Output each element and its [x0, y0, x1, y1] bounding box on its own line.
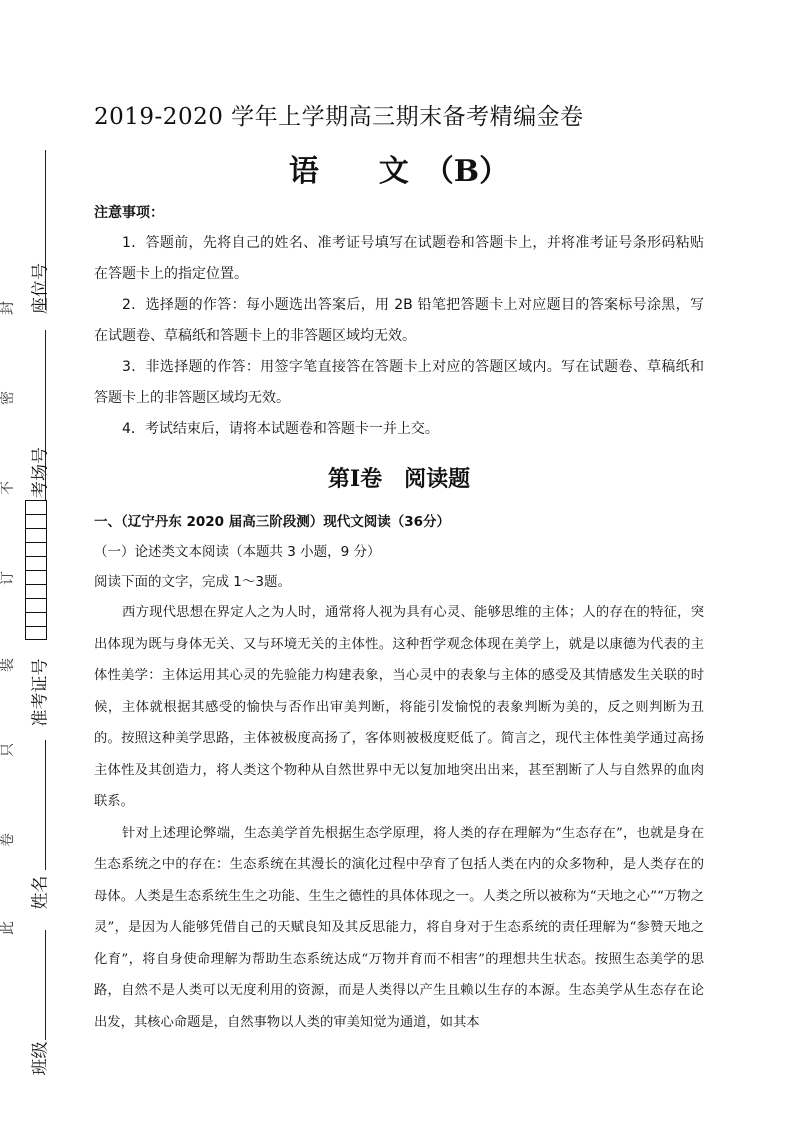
- notice-title: 注意事项：: [94, 205, 164, 221]
- passage-paragraph: 针对上述理论弊端，生态美学首先根据生态学原理，将人类的存在理解为“生态存在”，也就是身在生态系统之中的存在：生态系统在其漫长的演化过程中孕育了包括人类在内的众多物种，是人类存在的母体。人类是生态系统生生之功能、生生之德性的具体体现之一。人类之所以被称为“天地之心”“万物之灵”，是因为人能够凭借自己的天赋良知及其反思能力，将自身对于生态系统的责任理解为“参赞天地之化育”，将自身使命理解为帮助生态系统达成“万物并育而不相害”的理想共生状态。按照生态美学的思路，自然不是人类可以无度利用的资源，而是人类得以产生且赖以生存的本源。生态美学从生态存在论出发，其核心命题是，自然事物以人类的审美知觉为通道，如其本: [94, 825, 704, 1030]
- section-title: 第Ⅰ卷 阅读题: [327, 466, 471, 492]
- notice-item: 1．答题前，先将自己的姓名、准考证号填写在试题卷和答题卡上，并将准考证号条形码粘贴在答题卡上的指定位置。: [94, 235, 704, 282]
- grid-cell: [26, 599, 46, 613]
- seal-char: 不: [0, 481, 16, 495]
- id-number-grid: [25, 500, 47, 640]
- grid-cell: [26, 529, 46, 543]
- grid-cell: [26, 613, 46, 627]
- grid-cell: [26, 501, 46, 515]
- grid-cell: [26, 543, 46, 557]
- seat-number-label: 座位号: [30, 263, 51, 314]
- seal-char: 此: [0, 921, 16, 935]
- class-label: 班级: [30, 1041, 51, 1076]
- sub-heading: （一）论述类文本阅读（本题共 3 小题，9 分）: [94, 544, 381, 560]
- reading-instruction: 阅读下面的文字，完成 1～3题。: [94, 574, 291, 590]
- notice-item: 4．考试结束后，请将本试题卷和答题卡一并上交。: [122, 421, 439, 437]
- seal-char: 只: [0, 743, 16, 757]
- subject-title: 语 文 （B）: [288, 154, 510, 189]
- seal-char: 密: [0, 391, 16, 405]
- part-heading: 一、（辽宁丹东 2020 届高三阶段测）现代文阅读（36分）: [94, 514, 451, 530]
- grid-cell: [26, 515, 46, 529]
- exam-title: 2019-2020 学年上学期高三期末备考精编金卷: [94, 104, 584, 130]
- admission-number-label: 准考证号: [30, 658, 51, 727]
- passage-paragraph: 西方现代思想在界定人之为人时，通常将人视为具有心灵、能够思维的主体；人的存在的特征，突出体现为既与身体无关、又与环境无关的主体性。这种哲学观念体现在美学上，就是以康德为代表的主体性美学：主体运用其心灵的先验能力构建表象，当心灵中的表象与主体的感受及其情感发生关联的时候，主体就根据其感受的愉快与否作出审美判断，将能引发愉悦的表象判断为美的，反之则判断为丑的。按照这种美学思路，主体被极度高扬了，客体则被极度贬低了。简言之，现代主体性美学通过高扬主体性及其创造力，将人类这个物种从自然世界中无以复加地突出出来，甚至割断了人与自然界的血肉联系。: [94, 605, 704, 809]
- notice-item: 2．选择题的作答：每小题选出答案后，用 2B 铅笔把答题卡上对应题目的答案标号涂黑，写在试题卷、草稿纸和答题卡上的非答题区域均无效。: [94, 297, 704, 344]
- seal-char: 装: [0, 658, 16, 672]
- seal-char: 卷: [0, 833, 16, 847]
- grid-cell: [26, 571, 46, 585]
- grid-cell: [26, 557, 46, 571]
- notice-list: [94, 228, 704, 445]
- grid-cell: [26, 585, 46, 599]
- reading-passage: [94, 597, 704, 1038]
- seal-char: 订: [0, 571, 16, 585]
- seal-char: 封: [0, 301, 16, 315]
- notice-item: 3．非选择题的作答：用签字笔直接答在答题卡上对应的答题区域内。写在试题卷、草稿纸和答题卡上的非答题区域均无效。: [94, 359, 704, 406]
- exam-room-label: 考场号: [30, 447, 51, 498]
- name-label: 姓名: [30, 875, 51, 910]
